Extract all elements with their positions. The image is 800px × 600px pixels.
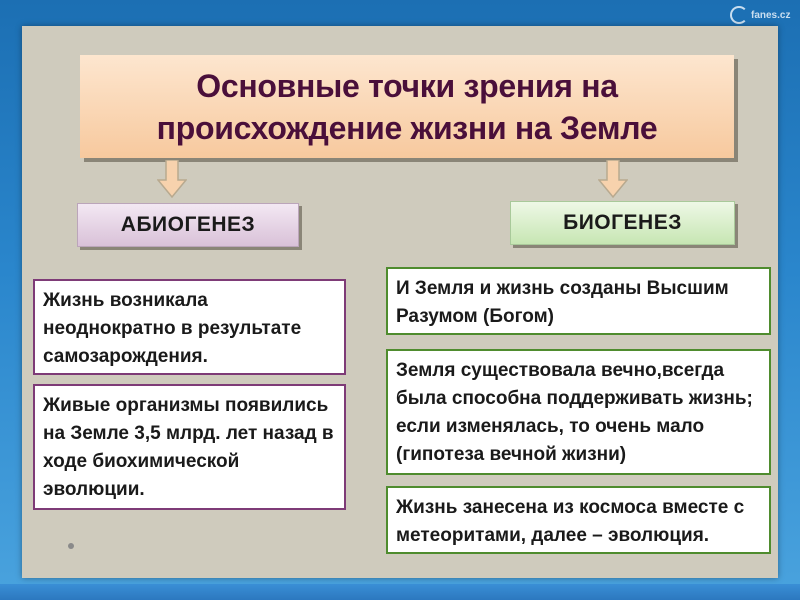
biogenesis-item-1: И Земля и жизнь созданы Высшим Разумом (Богом): [386, 267, 771, 335]
arrow-down-right-icon: [598, 160, 628, 198]
arrow-down-left-icon: [157, 160, 187, 198]
slide-title: [80, 55, 734, 158]
biogenesis-item-2: Земля существовала вечно,всегда была способна поддерживать жизнь; если изменялась, то очень мало (гипотеза вечной жизни): [386, 349, 771, 475]
taskbar: [0, 584, 800, 600]
watermark-text: fanes.cz: [751, 9, 791, 21]
biogenesis-heading: БИОГЕНЕЗ: [510, 201, 735, 245]
abiogenesis-item-1: Жизнь возникала неоднократно в результате самозарождения.: [33, 279, 346, 375]
slide-title-line1: Основные точки зрения на: [196, 67, 618, 104]
abiogenesis-item-2: Живые организмы появились на Земле 3,5 млрд. лет назад в ходе биохимической эволюции.: [33, 384, 346, 510]
abiogenesis-heading: АБИОГЕНЕЗ: [77, 203, 299, 247]
watermark-logo: [730, 4, 792, 26]
watermark-swirl-icon: [730, 6, 748, 24]
slide-title-line2: происхождение жизни на Земле: [156, 109, 658, 146]
bullet-dot: [68, 543, 74, 549]
biogenesis-item-3: Жизнь занесена из космоса вместе с метеоритами, далее – эволюция.: [386, 486, 771, 554]
